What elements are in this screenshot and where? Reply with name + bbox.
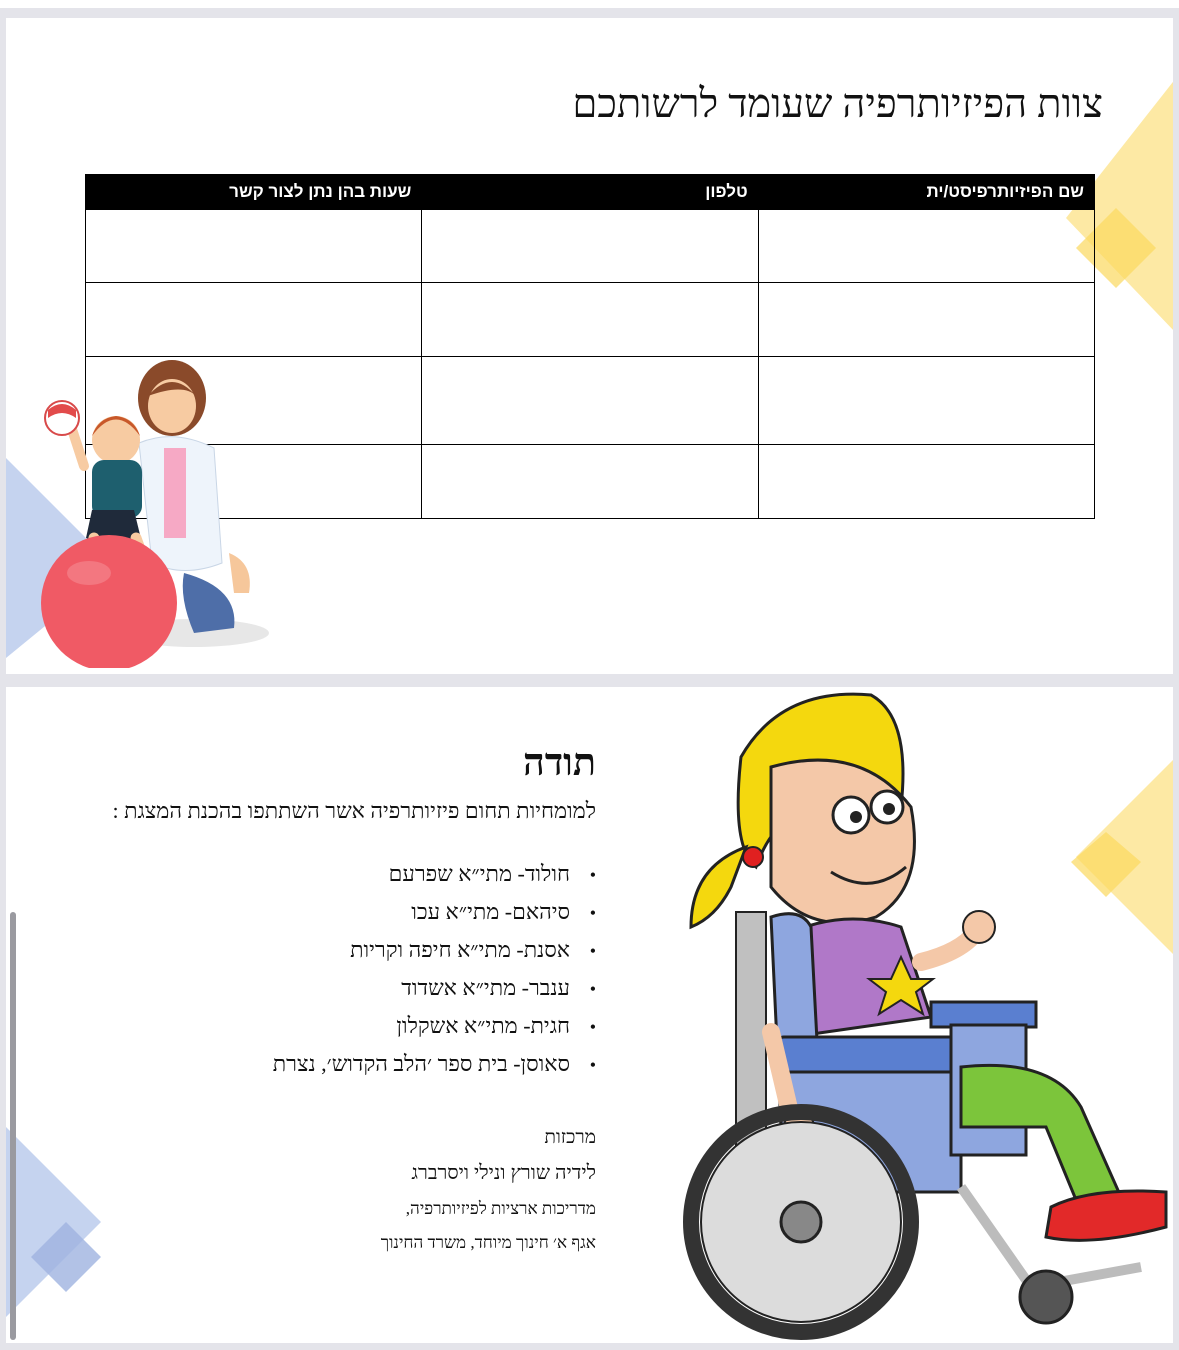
table-row xyxy=(86,210,1095,283)
credits-names: לידיה שורץ ונילי ויסרברג xyxy=(411,1162,596,1184)
bullet-icon: • xyxy=(589,941,596,961)
table-cell[interactable] xyxy=(758,210,1094,283)
table-cell[interactable] xyxy=(758,283,1094,357)
bullet-icon: • xyxy=(589,903,596,923)
table-cell[interactable] xyxy=(422,210,758,283)
list-item: •אסנת- מתי״א חיפה וקריות xyxy=(273,931,596,969)
bullet-icon: • xyxy=(589,865,596,885)
window-top-bar xyxy=(0,0,1179,8)
list-item: •סאוסן- בית ספר ׳הלב הקדוש׳, נצרת xyxy=(273,1045,596,1083)
list-item: •סיהאם- מתי״א עכו xyxy=(273,893,596,931)
table-row xyxy=(86,283,1095,357)
blue-diamond-decoration xyxy=(6,1127,116,1337)
thanks-heading: תודה xyxy=(522,742,596,784)
bullet-icon: • xyxy=(589,979,596,999)
table-cell[interactable] xyxy=(86,210,422,283)
intro-text: למומחיות תחום פיזיותרפיה אשר השתתפו בהכנת המצגת : xyxy=(112,798,596,823)
slide-physio-team[interactable] xyxy=(6,18,1173,674)
table-cell[interactable] xyxy=(422,357,758,445)
slide-thanks[interactable] xyxy=(6,687,1173,1343)
list-item: •חולוד- מתי״א שפרעם xyxy=(273,855,596,893)
column-header-name: שם הפיזיותרפיסט/ית xyxy=(758,175,1094,210)
list-item: •חגית- מתי״א אשקלון xyxy=(273,1007,596,1045)
bullet-icon: • xyxy=(589,1017,596,1037)
physio-child-ball-illustration xyxy=(34,348,274,668)
scrollbar[interactable] xyxy=(10,912,16,1340)
page-title: צוות הפיזיותרפיה שעומד לרשותכם xyxy=(572,81,1103,126)
table-cell[interactable] xyxy=(758,445,1094,519)
contributors-list xyxy=(273,855,596,1083)
table-cell[interactable] xyxy=(422,283,758,357)
table-cell[interactable] xyxy=(86,283,422,357)
table-cell[interactable] xyxy=(422,445,758,519)
credits-role: מדריכות ארציות לפיזיותרפיה, xyxy=(405,1199,596,1218)
column-header-phone: טלפון xyxy=(422,175,758,210)
girl-wheelchair-illustration xyxy=(661,687,1173,1343)
list-item: •ענבר- מתי״א אשדוד xyxy=(273,969,596,1007)
credits-label: מרכזות xyxy=(544,1127,596,1148)
credits-department: אגף א׳ חינוך מיוחד, משרד החינוך xyxy=(380,1233,596,1252)
column-header-hours: שעות בהן נתן לצור קשר xyxy=(86,175,422,210)
table-cell[interactable] xyxy=(758,357,1094,445)
bullet-icon: • xyxy=(589,1055,596,1075)
table-header-row xyxy=(86,175,1095,210)
